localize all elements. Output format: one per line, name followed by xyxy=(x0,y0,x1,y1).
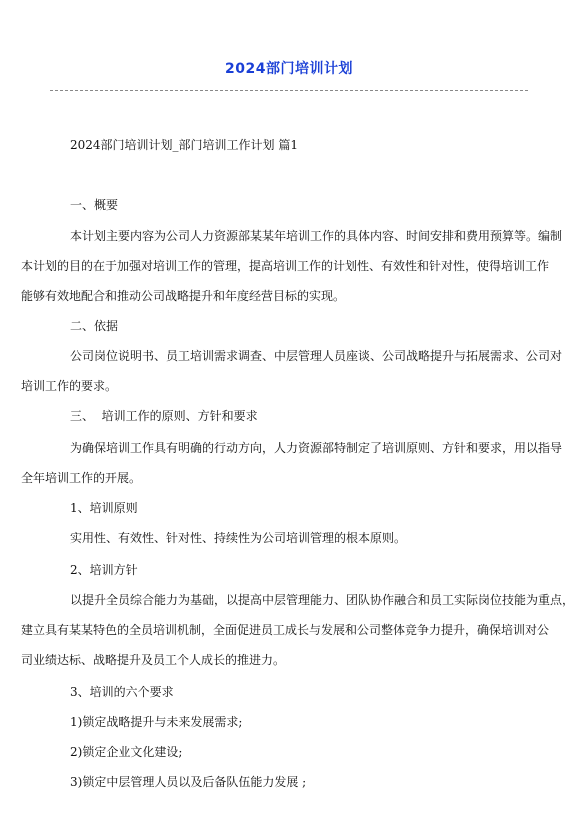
title-divider xyxy=(50,90,528,91)
requirement-item: 1)锁定战略提升与未来发展需求; xyxy=(70,715,243,729)
subsection-heading-principle: 1、培训原则 xyxy=(70,501,138,515)
requirement-item: 2)锁定企业文化建设; xyxy=(70,745,183,759)
section-heading-overview: 一、概要 xyxy=(70,198,119,212)
paragraph-line: 实用性、有效性、针对性、持续性为公司培训管理的根本原则。 xyxy=(70,531,407,545)
document-title: 2024部门培训计划 xyxy=(225,61,353,77)
subsection-heading-policy: 2、培训方针 xyxy=(70,563,138,577)
subsection-heading-requirements: 3、培训的六个要求 xyxy=(70,685,174,699)
paragraph-line: 全年培训工作的开展。 xyxy=(21,471,142,485)
paragraph-line: 建立具有某某特色的全员培训机制，全面促进员工成长与发展和公司整体竞争力提升，确保培训对公 xyxy=(21,623,550,637)
paragraph-line: 培训工作的要求。 xyxy=(21,379,118,393)
paragraph-line: 司业绩达标、战略提升及员工个人成长的推进力。 xyxy=(21,653,286,667)
paragraph-line: 为确保培训工作具有明确的行动方向，人力资源部特制定了培训原则、方针和要求，用以指导 xyxy=(70,441,563,455)
document-subtitle: 2024部门培训计划_部门培训工作计划 篇1 xyxy=(70,138,298,152)
section-heading-principles: 三、 培训工作的原则、方针和要求 xyxy=(70,409,258,423)
paragraph-line: 公司岗位说明书、员工培训需求调查、中层管理人员座谈、公司战略提升与拓展需求、公司对 xyxy=(70,349,563,363)
section-heading-basis: 二、依据 xyxy=(70,319,119,333)
paragraph-line: 能够有效地配合和推动公司战略提升和年度经营目标的实现。 xyxy=(21,289,346,303)
requirement-item: 3)锁定中层管理人员以及后备队伍能力发展 ; xyxy=(70,775,307,789)
paragraph-line: 以提升全员综合能力为基础，以提高中层管理能力、团队协作融合和员工实际岗位技能为重点， xyxy=(70,593,575,607)
paragraph-line: 本计划的目的在于加强对培训工作的管理，提高培训工作的计划性、有效性和针对性，使得培训工作 xyxy=(21,259,550,273)
paragraph-line: 本计划主要内容为公司人力资源部某某年培训工作的具体内容、时间安排和费用预算等。编制 xyxy=(70,229,563,243)
